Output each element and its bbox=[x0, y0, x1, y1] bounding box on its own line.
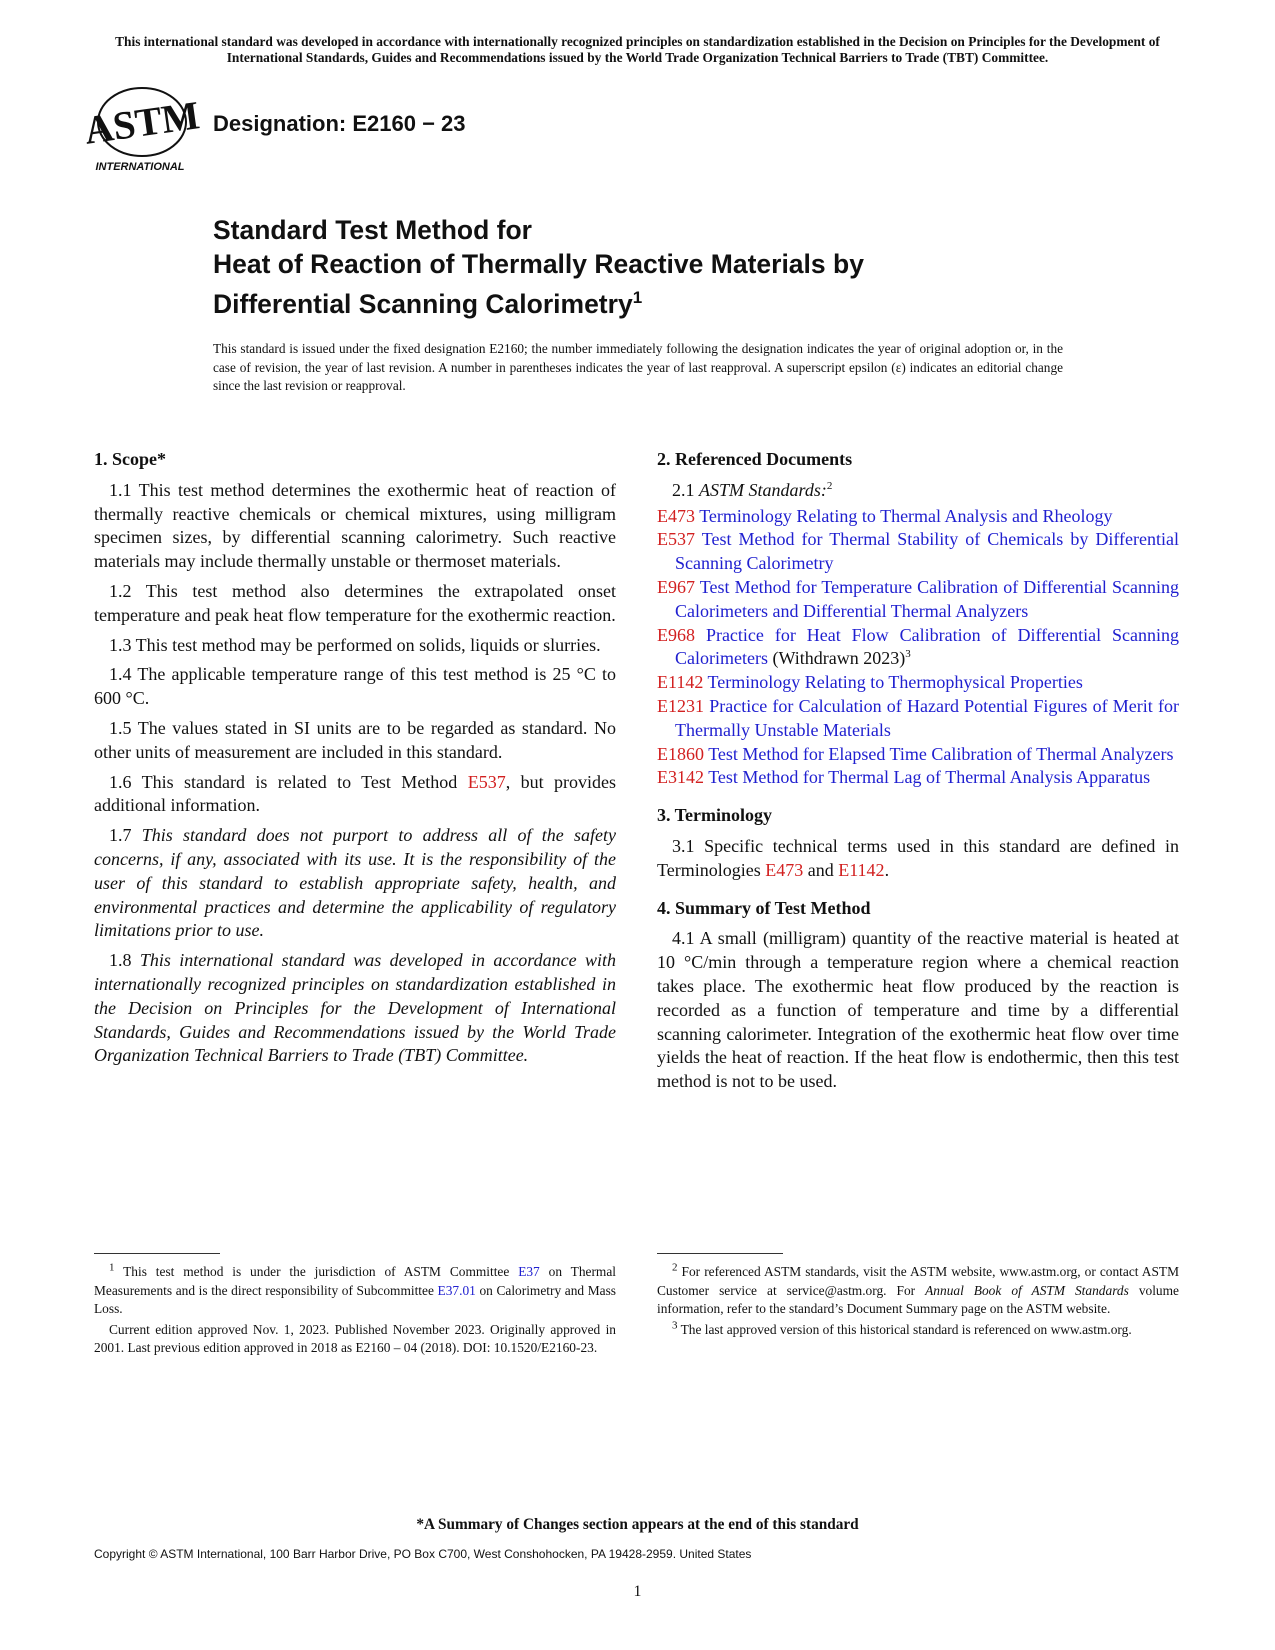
terminology-pre: 3.1 Specific technical terms used in this standard are defined in Terminologies bbox=[657, 835, 1179, 880]
reference-item[interactable] bbox=[657, 743, 1179, 767]
document-title bbox=[213, 213, 864, 321]
footnote-3 bbox=[657, 1321, 1179, 1340]
references-heading: 2. Referenced Documents bbox=[657, 449, 853, 469]
astm-standards-num: 2.1 bbox=[672, 479, 699, 500]
scope-1-8-num: 1.8 bbox=[109, 950, 140, 971]
reference-title[interactable]: Terminology Relating to Thermophysical Properties bbox=[707, 672, 1083, 693]
reference-title[interactable]: Test Method for Thermal Lag of Thermal Analysis Apparatus bbox=[708, 767, 1151, 788]
reference-item[interactable] bbox=[657, 671, 1179, 695]
footnote-1-b: on Thermal Measurements and is the direct responsibility of Subcommittee bbox=[94, 1264, 616, 1298]
e37-01-link[interactable]: E37.01 bbox=[437, 1282, 476, 1298]
astm-standards-label bbox=[657, 479, 1179, 503]
reference-title[interactable]: Practice for Heat Flow Calibration of Differential Scanning Calorimeters bbox=[675, 624, 1179, 669]
footnote-2-italic: Annual Book of ASTM Standards bbox=[925, 1282, 1129, 1298]
reference-code[interactable]: E1860 bbox=[657, 743, 704, 764]
scope-1-6-pre: 1.6 This standard is related to Test Method bbox=[109, 771, 468, 792]
terminology-3-1 bbox=[657, 835, 1179, 883]
footnote-1-mark: 1 bbox=[109, 1261, 115, 1274]
scope-1-7 bbox=[94, 824, 616, 943]
footnote-2-b: volume information, refer to the standard’s Document Summary page on the ASTM website. bbox=[657, 1282, 1179, 1317]
astm-logo-letters: ASTM bbox=[81, 92, 203, 153]
footnote-2-mark: 2 bbox=[672, 1261, 678, 1274]
summary-of-changes-note: *A Summary of Changes section appears at the end of this standard bbox=[416, 1516, 859, 1533]
right-column bbox=[657, 448, 1179, 1100]
title-footnote-mark: 1 bbox=[632, 288, 643, 307]
reference-code[interactable]: E1231 bbox=[657, 695, 704, 716]
summary-heading: 4. Summary of Test Method bbox=[657, 897, 871, 918]
reference-item[interactable] bbox=[657, 695, 1179, 743]
footnote-2-a: For referenced ASTM standards, visit the ASTM website, www.astm.org, or contact ASTM Customer service at service@astm.org. For bbox=[657, 1264, 1179, 1298]
astm-logo-subtitle: INTERNATIONAL bbox=[95, 161, 185, 173]
scope-1-7-text: This standard does not purport to address all of the safety concerns, if any, associated with its use. It is the responsibility of the user of this standard to establish appropriate safety, health, and environmental practices and determine the applicability of regulatory limitations prior to use. bbox=[94, 825, 617, 941]
reference-code[interactable]: E968 bbox=[657, 624, 695, 645]
reference-code[interactable]: E967 bbox=[657, 576, 695, 597]
scope-1-3: 1.3 This test method may be performed on solids, liquids or slurries. bbox=[109, 634, 601, 655]
footnote-2 bbox=[657, 1263, 1179, 1319]
reference-item[interactable] bbox=[657, 505, 1179, 529]
footnote-3-text: The last approved version of this historical standard is referenced on www.astm.org. bbox=[677, 1321, 1132, 1337]
designation: Designation: E2160 − 23 bbox=[213, 111, 466, 136]
footnote-1-c: on Calorimetry and Mass Loss. bbox=[94, 1282, 617, 1317]
reference-code[interactable]: E1142 bbox=[657, 672, 704, 693]
title-line-1: Standard Test Method for bbox=[213, 215, 532, 245]
astm-logo bbox=[81, 84, 203, 176]
reference-item[interactable] bbox=[657, 624, 1179, 672]
reference-title[interactable]: Terminology Relating to Thermal Analysis and Rheology bbox=[699, 505, 1113, 526]
terminology-heading: 3. Terminology bbox=[657, 805, 773, 826]
reference-item[interactable] bbox=[657, 528, 1179, 576]
astm-standards-text: ASTM Standards: bbox=[699, 479, 827, 500]
footnote-3-mark: 3 bbox=[672, 1319, 678, 1332]
summary-4-1: 4.1 A small (milligram) quantity of the reactive material is heated at 10 °C/min through a temperature region where a chemical reaction takes place. The exothermic heat flow produced by the reaction is recorded as a function of temperature and time by a differential scanning calorimeter. Integration of the exothermic heat flow over time yields the heat of reaction. If the heat flow is endothermic, then this test method is not to be used. bbox=[657, 928, 1179, 1092]
e537-link[interactable]: E537 bbox=[467, 771, 506, 792]
footnotes-right bbox=[657, 1263, 1179, 1341]
reference-mark: 3 bbox=[905, 648, 911, 661]
wto-banner: This international standard was developed in accordance with internationally recognized principles on standardization established in the Decision on Principles for the Development of International Standards, Guides and Recommendations issued by the World Trade Organization Technical Barriers to Trade (TBT) Committee. bbox=[115, 34, 1160, 65]
scope-1-6 bbox=[94, 771, 616, 819]
title-line-3 bbox=[213, 281, 864, 321]
scope-1-8 bbox=[94, 949, 616, 1068]
scope-1-5: 1.5 The values stated in SI units are to be regarded as standard. No other units of measurement are included in this standard. bbox=[94, 717, 616, 762]
scope-1-6-post: , but provides additional information. bbox=[94, 771, 617, 816]
scope-1-7-num: 1.7 bbox=[109, 825, 142, 846]
left-column bbox=[94, 448, 616, 1074]
e1142-link[interactable]: E1142 bbox=[838, 859, 885, 880]
reference-item[interactable] bbox=[657, 766, 1179, 790]
e473-link[interactable]: E473 bbox=[765, 859, 804, 880]
footnotes-left bbox=[94, 1263, 616, 1360]
footnote-1-a: This test method is under the jurisdiction of ASTM Committee bbox=[114, 1264, 519, 1279]
page-number: 1 bbox=[633, 1583, 642, 1600]
scope-heading: 1. Scope* bbox=[94, 449, 166, 469]
reference-code[interactable]: E3142 bbox=[657, 767, 704, 788]
scope-1-1: 1.1 This test method determines the exothermic heat of reaction of thermally reactive chemicals or chemical mixtures, using milligram specimen sizes, by differential scanning calorimetry. Such reactive materials may include thermally unstable or thermoset materials. bbox=[94, 479, 616, 572]
reference-title[interactable]: Test Method for Thermal Stability of Chemicals by Differential Scanning Calorimetry bbox=[675, 529, 1179, 574]
copyright: Copyright © ASTM International, 100 Barr Harbor Drive, PO Box C700, West Conshohocken, PA 19428-2959. United States bbox=[94, 1547, 752, 1561]
reference-title[interactable]: Test Method for Elapsed Time Calibration of Thermal Analyzers bbox=[708, 743, 1174, 764]
reference-item[interactable] bbox=[657, 576, 1179, 624]
astm-standards-mark: 2 bbox=[826, 479, 833, 492]
title-line-3-text: Differential Scanning Calorimetry bbox=[213, 288, 633, 319]
reference-list bbox=[657, 505, 1179, 791]
reference-suffix: (Withdrawn 2023) bbox=[767, 648, 906, 669]
scope-1-8-text: This international standard was developed in accordance with internationally recognized principles on standardization established in the Decision on Principles for the Development of International Standards, Guides and Recommendations issued by the World Trade Organization Technical Barriers to Trade (TBT) Committee. bbox=[94, 950, 616, 1066]
footnote-1 bbox=[94, 1263, 616, 1319]
reference-code[interactable]: E473 bbox=[657, 505, 695, 526]
scope-1-4: 1.4 The applicable temperature range of this test method is 25 °C to 600 °C. bbox=[94, 664, 616, 709]
e37-link[interactable]: E37 bbox=[518, 1264, 540, 1279]
title-line-2: Heat of Reaction of Thermally Reactive Materials by bbox=[213, 249, 864, 279]
footnote-rule-left bbox=[94, 1253, 220, 1254]
footnote-rule-right bbox=[657, 1253, 783, 1254]
reference-title[interactable]: Test Method for Temperature Calibration of Differential Scanning Calorimeters and Differential Thermal Analyzers bbox=[675, 576, 1179, 621]
reference-title[interactable]: Practice for Calculation of Hazard Potential Figures of Merit for Thermally Unstable Materials bbox=[675, 695, 1179, 740]
terminology-mid: and bbox=[803, 859, 839, 880]
scope-1-2: 1.2 This test method also determines the extrapolated onset temperature and peak heat flow temperature for the exothermic reaction. bbox=[94, 580, 616, 625]
issued-note: This standard is issued under the fixed designation E2160; the number immediately following the designation indicates the year of original adoption or, in the case of revision, the year of last revision. A number in parentheses indicates the year of last reapproval. A superscript epsilon (ε) indicates an editorial change since the last revision or reapproval. bbox=[213, 341, 1063, 393]
footnote-1-edition: Current edition approved Nov. 1, 2023. Published November 2023. Originally approved in 2001. Last previous edition approved in 2018 as E2160 – 04 (2018). DOI: 10.1520/E2160-23. bbox=[94, 1321, 616, 1356]
reference-code[interactable]: E537 bbox=[657, 529, 695, 550]
terminology-end: . bbox=[884, 859, 890, 880]
